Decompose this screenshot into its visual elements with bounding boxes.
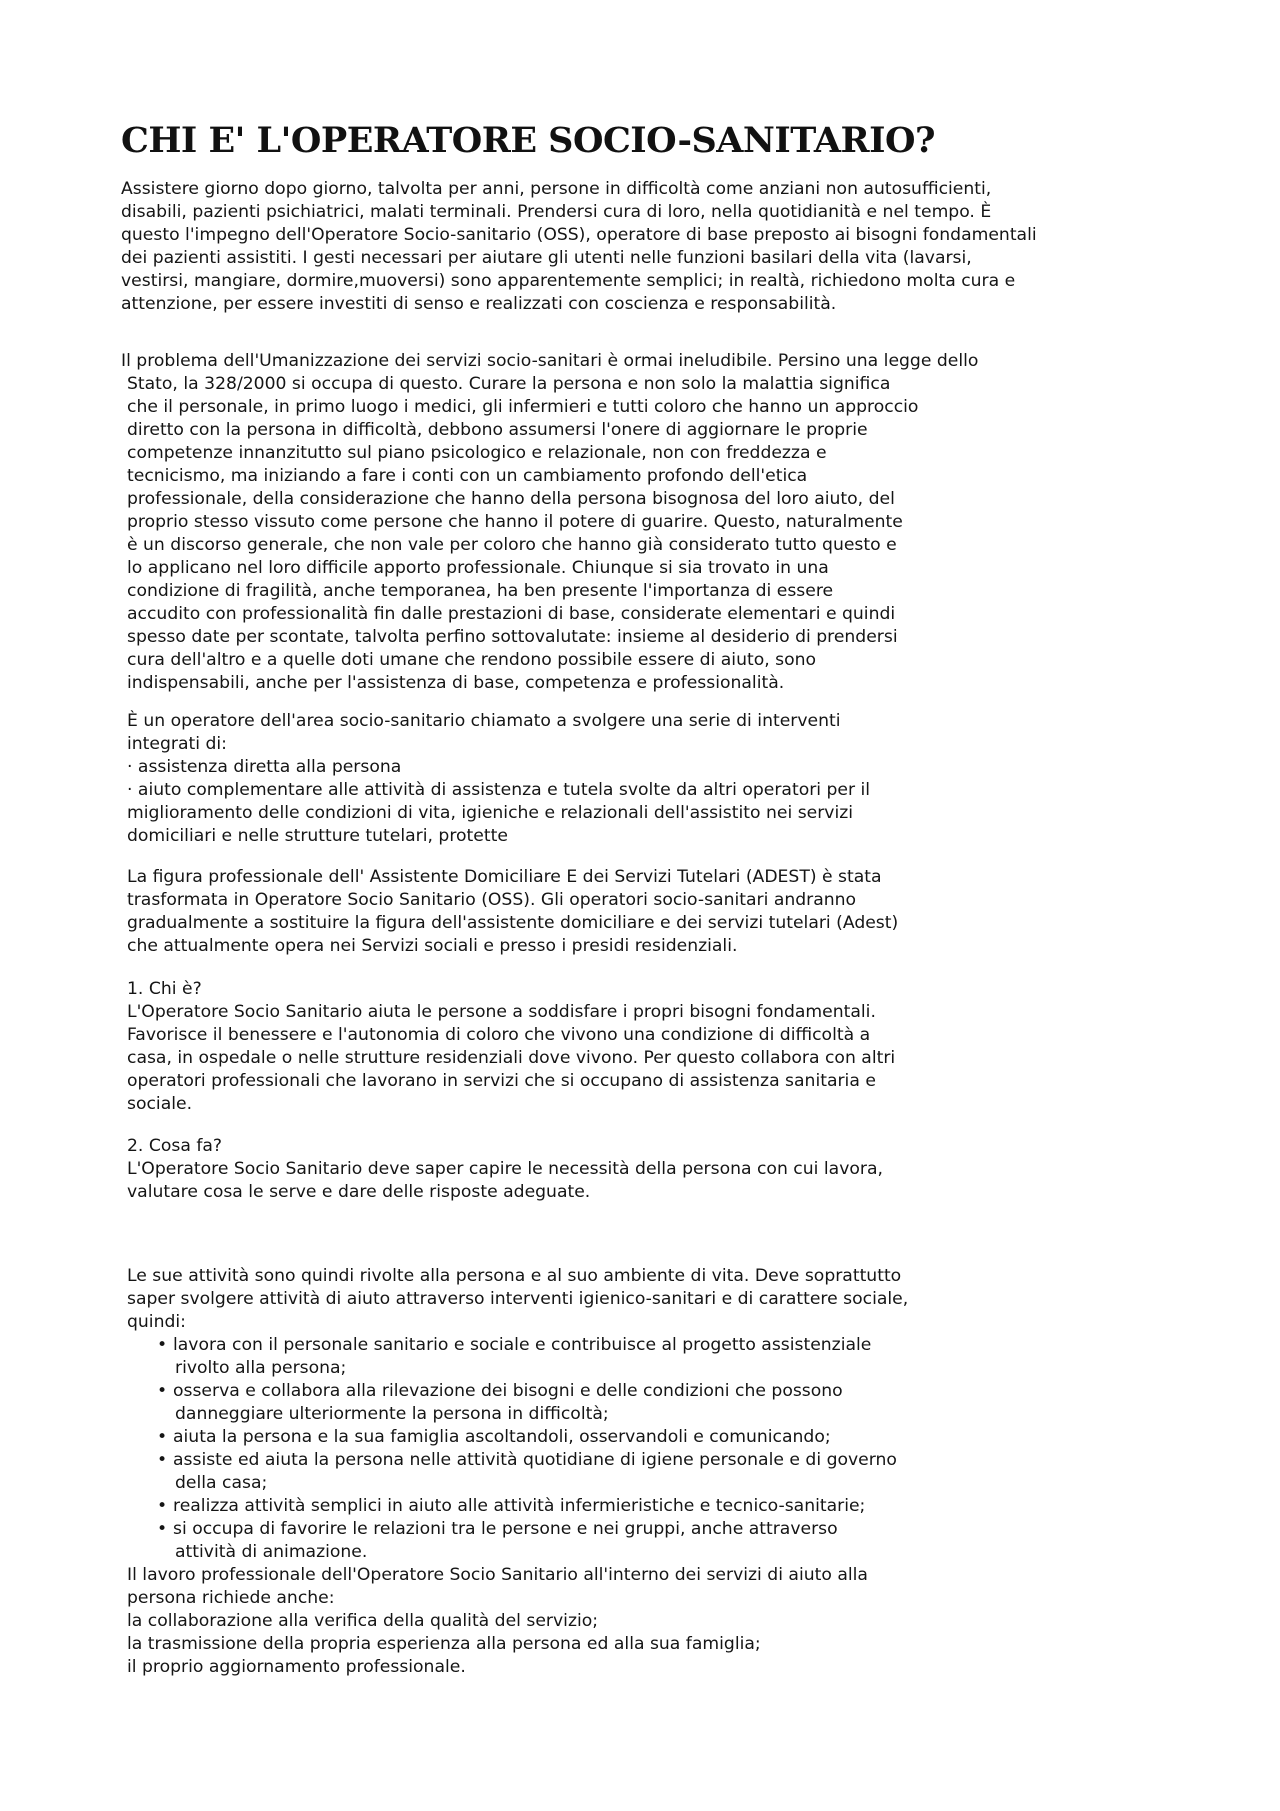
text-line: Assistere giorno dopo giorno, talvolta per anni, persone in difficoltà come anziani non autosufficienti, [121, 179, 992, 199]
text-line: persona richiede anche: [127, 1588, 335, 1608]
list-item [127, 1449, 897, 1472]
text-line: questo l'impegno dell'Operatore Socio-sanitario (OSS), operatore di base preposto ai bisogni fondamentali [121, 225, 1037, 245]
text-line: è un discorso generale, che non vale per coloro che hanno già considerato tutto questo e [127, 535, 897, 555]
operatore-paragraph [127, 710, 870, 848]
list-item-text: aiuta la persona e la sua famiglia ascoltandoli, osservandoli e comunicando; [173, 1427, 831, 1447]
text-line: che attualmente opera nei Servizi sociali e presso i presidi residenziali. [127, 936, 738, 956]
list-item-text: realizza attività semplici in aiuto alle attività infermieristiche e tecnico-sanitarie; [173, 1496, 866, 1516]
text-line: L'Operatore Socio Sanitario aiuta le persone a soddisfare i propri bisogni fondamentali. [127, 1002, 876, 1022]
text-line: che il personale, in primo luogo i medici, gli infermieri e tutti coloro che hanno un approccio [127, 397, 919, 417]
list-item-continuation: della casa; [175, 1473, 268, 1493]
bullet-icon: • [157, 1381, 168, 1401]
section-heading: 2. Cosa fa? [127, 1136, 223, 1156]
text-line: saper svolgere attività di aiuto attraverso interventi igienico-sanitari e di carattere sociale, [127, 1289, 909, 1309]
text-line: la trasmissione della propria esperienza alla persona ed alla sua famiglia; [127, 1634, 761, 1654]
bullet-icon: • [157, 1496, 168, 1516]
text-line: competenze innanzitutto sul piano psicologico e relazionale, non con freddezza e [127, 443, 827, 463]
list-item [127, 1426, 897, 1449]
text-line: valutare cosa le serve e dare delle risposte adeguate. [127, 1182, 591, 1202]
text-line: attenzione, per essere investiti di senso e realizzati con coscienza e responsabilità. [121, 294, 837, 314]
text-line: quindi: [127, 1312, 186, 1332]
text-line: cura dell'altro e a quelle doti umane che rendono possibile essere di aiuto, sono [127, 650, 817, 670]
text-line: lo applicano nel loro difficile apporto professionale. Chiunque si sia trovato in una [127, 558, 829, 578]
cosa-fa-section [127, 1135, 883, 1204]
list-item-text: lavora con il personale sanitario e sociale e contribuisce al progetto assistenziale [173, 1335, 872, 1355]
list-item [127, 1380, 897, 1403]
list-item-continuation: danneggiare ulteriormente la persona in difficoltà; [175, 1404, 609, 1424]
adest-paragraph [127, 866, 898, 958]
bullet-icon: • [157, 1519, 168, 1539]
text-line: È un operatore dell'area socio-sanitario chiamato a svolgere una serie di interventi [127, 711, 841, 731]
text-line: Stato, la 328/2000 si occupa di questo. Curare la persona e non solo la malattia significa [127, 374, 891, 394]
text-line: domiciliari e nelle strutture tutelari, protette [127, 826, 508, 846]
text-line: condizione di fragilità, anche temporanea, ha ben presente l'importanza di essere [127, 581, 834, 601]
page-title: CHI E' L'OPERATORE SOCIO-SANITARIO? [121, 120, 936, 161]
attivita-paragraph [127, 1265, 908, 1334]
chi-e-section [127, 978, 895, 1116]
intro-paragraph [121, 178, 1037, 316]
section-heading: 1. Chi è? [127, 979, 202, 999]
text-line: accudito con professionalità fin dalle prestazioni di base, considerate elementari e quindi [127, 604, 896, 624]
lavoro-paragraph [127, 1564, 868, 1679]
text-line: Favorisce il benessere e l'autonomia di coloro che vivono una condizione di difficoltà a [127, 1025, 871, 1045]
text-line: integrati di: [127, 734, 227, 754]
umanizzazione-paragraph [121, 350, 978, 695]
text-line: indispensabili, anche per l'assistenza di base, competenza e professionalità. [127, 673, 785, 693]
text-line: la collaborazione alla verifica della qualità del servizio; [127, 1611, 599, 1631]
text-line: Il problema dell'Umanizzazione dei servizi socio-sanitari è ormai ineludibile. Persino una legge dello [121, 351, 979, 371]
text-line: il proprio aggiornamento professionale. [127, 1657, 466, 1677]
bullet-icon: • [157, 1427, 168, 1447]
text-line: dei pazienti assistiti. I gesti necessari per aiutare gli utenti nelle funzioni basilari della vita (lavarsi, [121, 248, 972, 268]
text-line: diretto con la persona in difficoltà, debbono assumersi l'onere di aggiornare le proprie [127, 420, 868, 440]
bullet-icon: • [157, 1450, 168, 1470]
list-item [127, 1495, 897, 1518]
text-line: sociale. [127, 1094, 193, 1114]
text-line: Il lavoro professionale dell'Operatore Socio Sanitario all'interno dei servizi di aiuto alla [127, 1565, 868, 1585]
text-line: L'Operatore Socio Sanitario deve saper capire le necessità della persona con cui lavora, [127, 1159, 883, 1179]
bullet-icon: • [157, 1335, 168, 1355]
text-line: casa, in ospedale o nelle strutture residenziali dove vivono. Per questo collabora con altri [127, 1048, 896, 1068]
text-line: · aiuto complementare alle attività di assistenza e tutela svolte da altri operatori per il [127, 780, 871, 800]
list-item [127, 1518, 897, 1541]
text-line: La figura professionale dell' Assistente Domiciliare E dei Servizi Tutelari (ADEST) è stata [127, 867, 882, 887]
text-line: · assistenza diretta alla persona [127, 757, 402, 777]
text-line: operatori professionali che lavorano in servizi che si occupano di assistenza sanitaria e [127, 1071, 876, 1091]
text-line: proprio stesso vissuto come persone che hanno il potere di guarire. Questo, naturalmente [127, 512, 903, 532]
text-line: Le sue attività sono quindi rivolte alla persona e al suo ambiente di vita. Deve soprattutto [127, 1266, 902, 1286]
text-line: miglioramento delle condizioni di vita, igieniche e relazionali dell'assistito nei servizi [127, 803, 854, 823]
text-line: trasformata in Operatore Socio Sanitario (OSS). Gli operatori socio-sanitari andranno [127, 890, 857, 910]
list-item-text: si occupa di favorire le relazioni tra le persone e nei gruppi, anche attraverso [173, 1519, 838, 1539]
list-item-continuation: rivolto alla persona; [175, 1358, 347, 1378]
text-line: professionale, della considerazione che hanno della persona bisognosa del loro aiuto, del [127, 489, 895, 509]
list-item-continuation: attività di animazione. [175, 1542, 368, 1562]
list-item-text: assiste ed aiuta la persona nelle attività quotidiane di igiene personale e di governo [173, 1450, 897, 1470]
text-line: gradualmente a sostituire la figura dell'assistente domiciliare e dei servizi tutelari (Adest) [127, 913, 899, 933]
list-item [127, 1334, 897, 1357]
text-line: tecnicismo, ma iniziando a fare i conti con un cambiamento profondo dell'etica [127, 466, 808, 486]
text-line: vestirsi, mangiare, dormire,muoversi) sono apparentemente semplici; in realtà, richiedono molta cura e [121, 271, 1016, 291]
text-line: spesso date per scontate, talvolta perfino sottovalutate: insieme al desiderio di prendersi [127, 627, 898, 647]
attivita-bullet-list [127, 1334, 897, 1564]
list-item-text: osserva e collabora alla rilevazione dei bisogni e delle condizioni che possono [173, 1381, 843, 1401]
text-line: disabili, pazienti psichiatrici, malati terminali. Prendersi cura di loro, nella quotidianità e nel tempo. È [121, 202, 992, 222]
